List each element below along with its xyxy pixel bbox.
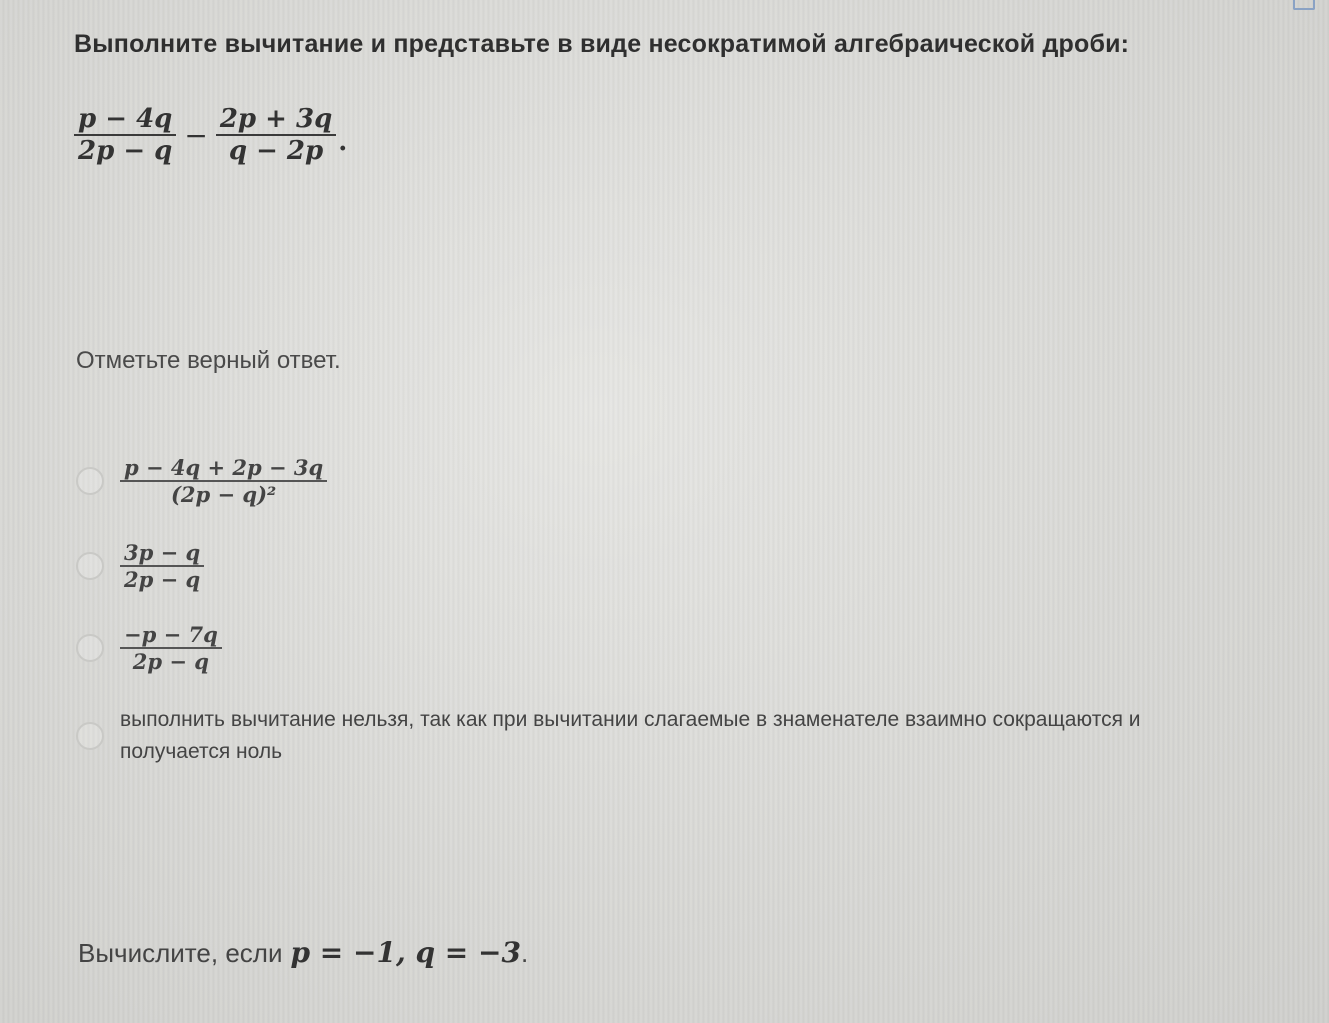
answer-option-1[interactable] bbox=[76, 455, 327, 507]
radio-button[interactable] bbox=[76, 634, 104, 662]
radio-button[interactable] bbox=[76, 467, 104, 495]
answer-option-3[interactable] bbox=[76, 622, 222, 674]
task-title: Выполните вычитание и представьте в виде несократимой алгебраической дроби: bbox=[74, 30, 1130, 58]
bookmark-icon[interactable] bbox=[1293, 0, 1315, 10]
option-1-fraction bbox=[120, 455, 327, 507]
option-2-denominator: 2p − q bbox=[124, 566, 201, 592]
option-3-numerator: −p − 7q bbox=[124, 622, 218, 647]
radio-button[interactable] bbox=[76, 552, 104, 580]
option-1-formula bbox=[120, 455, 327, 507]
radio-button[interactable] bbox=[76, 722, 104, 750]
option-2-formula bbox=[120, 540, 204, 592]
minus-operator: − bbox=[184, 118, 208, 152]
option-2-numerator: 3p − q bbox=[124, 540, 201, 565]
fraction-2 bbox=[216, 104, 336, 166]
fraction-1 bbox=[74, 104, 176, 166]
option-3-formula bbox=[120, 622, 222, 674]
fraction-2-denominator: q − 2p bbox=[228, 136, 324, 166]
answer-instruction: Отметьте верный ответ. bbox=[76, 347, 341, 374]
option-3-denominator: 2p − q bbox=[132, 648, 209, 674]
option-2-fraction bbox=[120, 540, 204, 592]
option-1-denominator: (2p − q)² bbox=[170, 481, 277, 507]
option-3-fraction bbox=[120, 622, 222, 674]
fraction-1-numerator: p − 4q bbox=[78, 104, 173, 134]
compute-prompt bbox=[78, 936, 528, 969]
option-1-numerator: p − 4q + 2p − 3q bbox=[124, 455, 324, 480]
compute-period: . bbox=[520, 938, 529, 968]
fraction-2-numerator: 2p + 3q bbox=[219, 104, 333, 134]
compute-label: Вычислите, если bbox=[78, 938, 283, 968]
answer-option-2[interactable] bbox=[76, 540, 204, 592]
option-4-text: выполнить вычитание нельзя, так как при вычитании слагаемые в знаменателе взаимно сокращаются и получается ноль bbox=[120, 708, 1141, 763]
answer-option-4[interactable] bbox=[76, 704, 1200, 768]
compute-condition: p = −1, q = −3 bbox=[290, 936, 521, 969]
fraction-1-denominator: 2p − q bbox=[78, 136, 173, 166]
task-expression bbox=[74, 104, 347, 166]
expression-period: . bbox=[338, 127, 348, 157]
